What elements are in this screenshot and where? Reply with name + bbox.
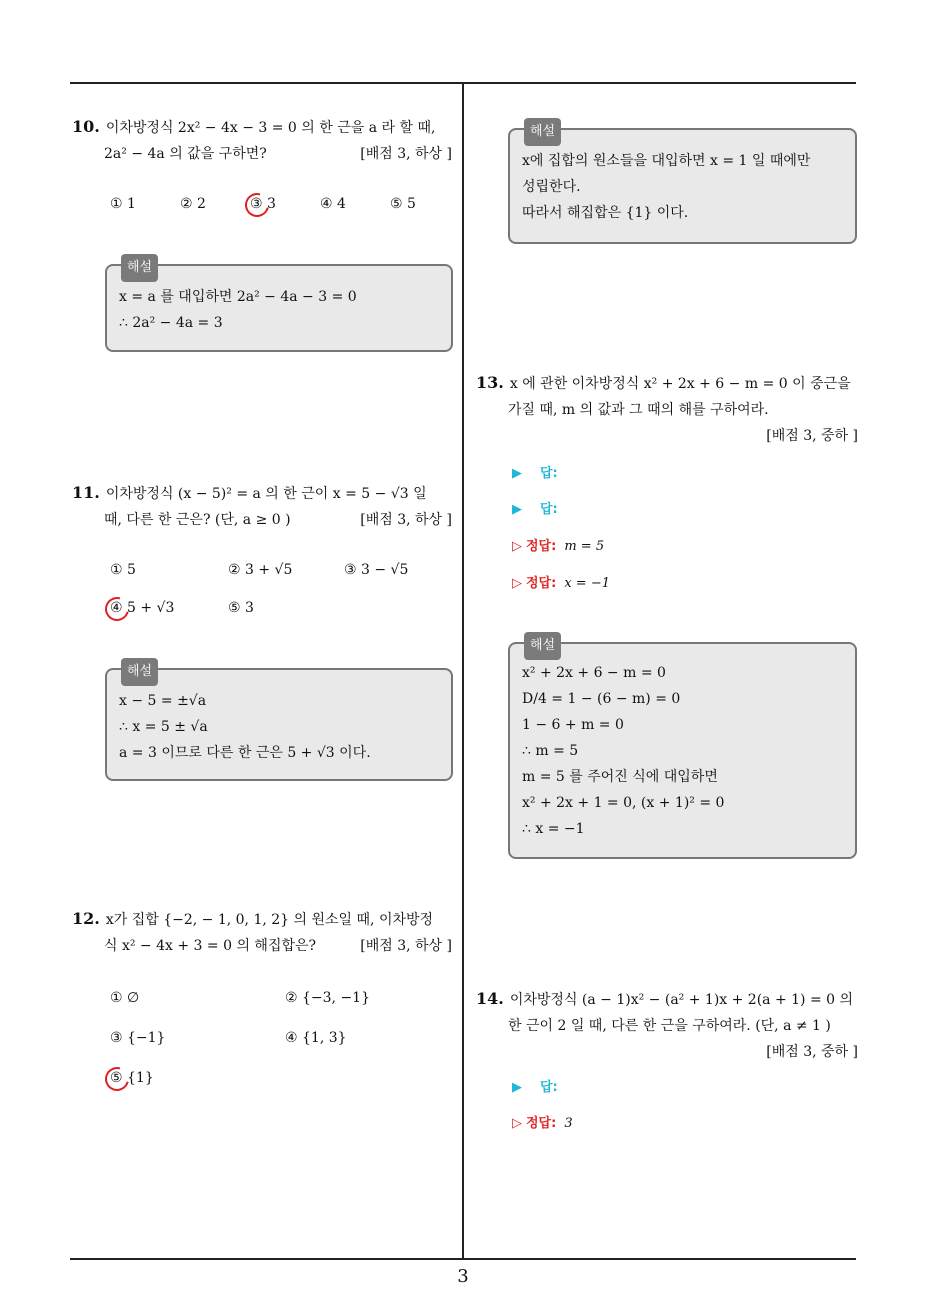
solution-line: 따라서 해집합은 {1} 이다. [522, 205, 689, 221]
question-10 [72, 114, 452, 167]
solution-box [105, 664, 453, 781]
column-divider [462, 84, 464, 1260]
correct-answer [512, 572, 610, 591]
solution-line: ∴ x = −1 [522, 821, 585, 837]
answer-label: 답: [540, 1080, 558, 1095]
option-1[interactable]: ① 1 [110, 196, 136, 212]
option-5[interactable]: ⑤ 3 [228, 600, 254, 616]
question-text: x가 집합 {−2, − 1, 0, 1, 2} 의 원소일 때, 이차방정 [105, 912, 434, 928]
option-5[interactable]: ⑤ 5 [390, 196, 416, 212]
option-4[interactable]: ④ 4 [320, 196, 346, 212]
option-2[interactable]: ② 2 [180, 196, 206, 212]
answer-field[interactable] [512, 462, 558, 481]
solution-tag: 해설 [524, 632, 561, 660]
solution-line: x = a 를 대입하면 2a² − 4a − 3 = 0 [119, 289, 357, 305]
answer-mark-icon [101, 593, 134, 626]
correct-value: 3 [564, 1116, 573, 1131]
option-4[interactable]: ④ {1, 3} [285, 1030, 347, 1046]
solution-line: a = 3 이므로 다른 한 근은 5 + √3 이다. [119, 745, 371, 761]
option-3[interactable]: ③ 3 [250, 196, 276, 212]
solution-box [508, 638, 857, 859]
question-number: 13. [476, 373, 504, 392]
question-text: 이차방정식 (a − 1)x² − (a² + 1)x + 2(a + 1) = 0 의 [509, 992, 854, 1008]
play-icon: ▶ [512, 466, 522, 481]
answer-mark-icon [101, 1063, 134, 1096]
question-number: 11. [72, 483, 100, 502]
question-text: 때, 다른 한 근은? (단, a ≥ 0 ) [104, 512, 291, 528]
play-icon: ▶ [512, 502, 522, 517]
question-13 [476, 370, 858, 449]
option-2[interactable]: ② 3 + √5 [228, 562, 293, 578]
correct-value: m = 5 [564, 539, 605, 554]
triangle-outline-icon: ▷ [512, 1116, 522, 1131]
play-icon: ▶ [512, 1080, 522, 1095]
question-number: 14. [476, 989, 504, 1008]
question-text: 한 근이 2 일 때, 다른 한 근을 구하여라. (단, a ≠ 1 ) [508, 1018, 831, 1034]
answer-field[interactable] [512, 1076, 558, 1095]
correct-label: 정답: [526, 1116, 557, 1131]
score-meta: [배점 3, 하상 ] [360, 938, 452, 954]
solution-line: x에 집합의 원소들을 대입하면 x = 1 일 때에만 [522, 153, 811, 169]
question-text: 이차방정식 (x − 5)² = a 의 한 근이 x = 5 − √3 일 [105, 486, 427, 502]
solution-line: 1 − 6 + m = 0 [522, 717, 624, 733]
answer-field[interactable] [512, 498, 558, 517]
solution-tag: 해설 [121, 658, 158, 686]
question-text: 식 x² − 4x + 3 = 0 의 해집합은? [104, 938, 317, 954]
question-text: 2a² − 4a 의 값을 구하면? [104, 146, 267, 162]
answer-label: 답: [540, 466, 558, 481]
triangle-outline-icon: ▷ [512, 539, 522, 554]
option-3[interactable]: ③ 3 − √5 [344, 562, 409, 578]
question-12 [72, 906, 452, 959]
solution-line: x − 5 = ±√a [119, 693, 207, 709]
score-meta: [배점 3, 중하 ] [766, 1044, 858, 1060]
correct-label: 정답: [526, 539, 557, 554]
question-11 [72, 480, 452, 533]
question-text: x 에 관한 이차방정식 x² + 2x + 6 − m = 0 이 중근을 [509, 376, 851, 392]
triangle-outline-icon: ▷ [512, 576, 522, 591]
correct-value: x = −1 [564, 576, 610, 591]
solution-line: 성립한다. [522, 179, 581, 195]
solution-box [105, 260, 453, 352]
solution-line: ∴ m = 5 [522, 743, 579, 759]
solution-line: ∴ 2a² − 4a = 3 [119, 315, 223, 331]
bottom-rule [70, 1258, 856, 1260]
question-number: 12. [72, 909, 100, 928]
solution-line: D/4 = 1 − (6 − m) = 0 [522, 691, 681, 707]
question-text: 가질 때, m 의 값과 그 때의 해를 구하여라. [508, 402, 769, 418]
score-meta: [배점 3, 하상 ] [360, 512, 452, 528]
solution-line: x² + 2x + 6 − m = 0 [522, 665, 666, 681]
solution-line: ∴ x = 5 ± √a [119, 719, 208, 735]
option-1[interactable]: ① 5 [110, 562, 136, 578]
option-4[interactable]: ④ 5 + √3 [110, 600, 175, 616]
solution-box [508, 124, 857, 244]
score-meta: [배점 3, 하상 ] [360, 146, 452, 162]
question-text: 이차방정식 2x² − 4x − 3 = 0 의 한 근을 a 라 할 때, [105, 120, 436, 136]
correct-label: 정답: [526, 576, 557, 591]
correct-answer [512, 1112, 573, 1131]
answer-label: 답: [540, 502, 558, 517]
answer-mark-icon [241, 189, 274, 222]
option-1[interactable]: ① ∅ [110, 990, 140, 1006]
solution-tag: 해설 [121, 254, 158, 282]
option-2[interactable]: ② {−3, −1} [285, 990, 370, 1006]
question-14 [476, 986, 858, 1065]
solution-line: m = 5 를 주어진 식에 대입하면 [522, 769, 718, 785]
page-number: 3 [457, 1266, 469, 1287]
solution-tag: 해설 [524, 118, 561, 146]
option-3[interactable]: ③ {−1} [110, 1030, 166, 1046]
score-meta: [배점 3, 중하 ] [766, 428, 858, 444]
correct-answer [512, 535, 604, 554]
question-number: 10. [72, 117, 100, 136]
solution-line: x² + 2x + 1 = 0, (x + 1)² = 0 [522, 795, 725, 811]
option-5[interactable]: ⑤ {1} [110, 1070, 154, 1086]
